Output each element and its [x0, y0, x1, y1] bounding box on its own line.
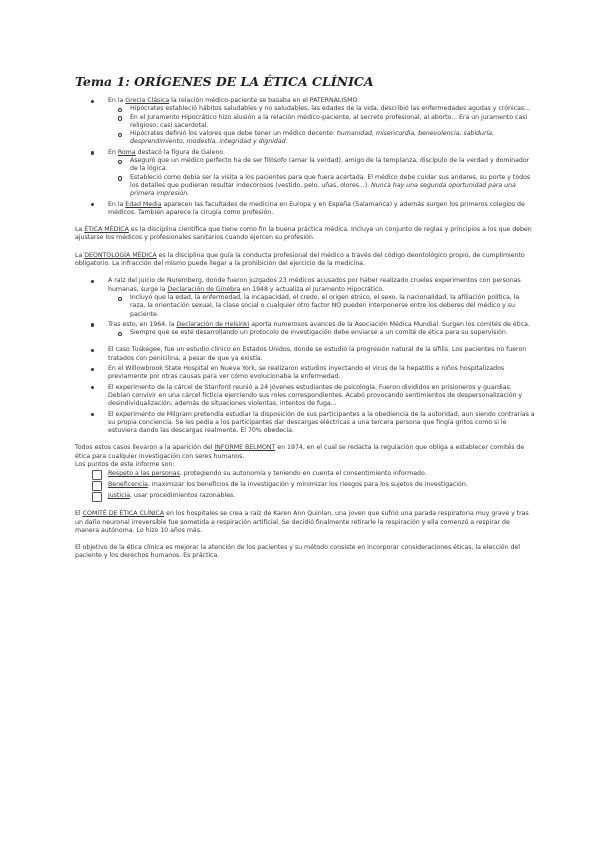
principle-beneficencia: Beneficencia, maximizar los beneficios de la investigación y minimizar los riesgos para los sujetos de investigación. — [92, 481, 535, 491]
declarations-list — [75, 277, 535, 337]
checkbox[interactable] — [92, 481, 102, 491]
list-item-middle-ages: En la Edad Media aparecen las facultades de medicina en Europa y en España (Salamanca) y además surgen los primeros colegios de médicos. También aparece la cirugía como profesión. — [75, 201, 535, 218]
values-italic: humanidad, misericordia, benevolencia, sabiduría, desprendimiento, modestia, integridad y dignidad — [130, 130, 494, 146]
sub-item: Siempre que se esté desarrollando un protocolo de investigación debe enviarse a un comité de ética para su supervisión. — [108, 329, 535, 337]
term-etica-medica: ÉTICA MÉDICA — [84, 226, 129, 234]
term-informe-belmont: INFORME BELMONT — [214, 444, 276, 452]
list-item-greece: En la Grecia Clásica la relación médico-paciente se basaba en el PATERNALISMO. Hipócrates estableció hábitos saludables y no saludables, las edades de la vida, describió las enfermedades agudas y crónicas... En el Juramento Hipocrático hizo alusión a la relación médico-paciente, al secreto profesional, al aborto... Era un juramento casi religioso, casi sacerdotal. Hipócrates definió los valores que debe tener un médico decente: humanidad, misericordia, benevolencia, sabiduría, desprendimiento, modestia, integridad y dignidad. — [75, 97, 535, 147]
sub-item: Aseguró que un médico perfecto ha de ser filósofo (amar la verdad), amigo de la templanza, discípulo de la verdad y dominador de la lógica. — [108, 157, 535, 174]
checkbox[interactable] — [92, 492, 102, 502]
list-item-tuskegee: El caso Tuskegee, fue un estudio clínico en Estados Unidos, donde se estudió la progresión natural de la sífilis. Los pacientes no fueron tratados con penicilina, a pesar de que ya existía. — [75, 346, 535, 363]
sub-item: Hipócrates definió los valores que debe tener un médico decente: humanidad, misericordia, benevolencia, sabiduría, desprendimiento, modestia, integridad y dignidad. — [108, 130, 535, 147]
document-body — [75, 97, 535, 570]
paragraph-deontologia: La DEONTOLOGÍA MÉDICA es la disciplina que guía la conducta profesional del médico a través del código deontológico propio, de cumplimiento obligatorio. La infracción del mismo puede llegar a la prohibición del ejercicio de la medicina. — [75, 251, 525, 268]
principle-justicia: Justicia, usar procedimientos razonables. — [92, 492, 535, 502]
list-item-milgram: El experimento de Milgram pretendía estudiar la disposición de sus participantes a la obediencia de la autoridad, aun siendo contrarias a su propia conciencia. Se les pedía a los participantes dar descargas eléctricas a una tercera persona que fingía gritos como si le estuviera dando las descargas realmente. El 70% obedecía. — [75, 411, 535, 436]
list-item-stanford: El experimento de la cárcel de Stanford reunió a 24 jóvenes estudiantes de psicología. Fueron divididos en prisioneros y guardias. Debían convivir en una cárcel ficticia ejerciendo sus roles correspondientes. Acabó provocando sentimientos de despersonalización y desindividualización, además de situaciones violentas, intentos de fuga... — [75, 384, 535, 409]
quote-italic: Nunca hay una segunda oportunidad para una primera impresión. — [130, 181, 516, 198]
list-item-willowbrook: En el Willowbrook State Hospital en Nueva York, se realizaron estudios inyectando el virus de la hepatitis a niños hospitalizados previamente por otras causas para ver cómo evolucionaba la enfermedad. — [75, 365, 535, 382]
page-title: Tema 1: ORÍGENES DE LA ÉTICA CLÍNICA — [75, 74, 374, 89]
checkbox[interactable] — [92, 470, 102, 480]
principle-respeto: Respeto a las personas, protegiendo su autonomía y teniendo en cuenta el consentimiento informado. — [92, 470, 535, 480]
paragraph-belmont: Todos estos casos llevaron a la aparición del INFORME BELMONT en 1974, en el cual se redacta la regulación que obliga a establecer comités de ética para cualquier investigación con seres humanos. Los puntos de este informe son: — [75, 444, 525, 468]
list-item-helsinki: Tras esto, en 1964, la Declaración de Helsinki aporta numerosos avances de la Asociación Médica Mundial. Surgen los comités de ética. Siempre que se esté desarrollando un protocolo de investigación debe enviarse a un comité de ética para su supervisión. — [75, 321, 535, 338]
paragraph-comite: El COMITÉ DE ÉTICA CLÍNICA en los hospitales se crea a raíz de Karen Ann Quinlan, una joven que sufrió una parada respiratoria muy grave y tras un daño neuronal irreversible fue sometida a respiración artificial. Se decidió finalmente retirarle la respiración y ella comenzó a respirar de manera autónoma. Lo hizo 10 años más. — [75, 510, 529, 534]
paragraph-objetivo: El objetivo de la ética clínica es mejorar la atención de los pacientes y su método consiste en incorporar consideraciones éticas, la elección del paciente y los derechos humanos. Es práctica. — [75, 544, 520, 560]
list-item-rome: En Roma destacó la figura de Galeno. Aseguró que un médico perfecto ha de ser filósofo (amar la verdad), amigo de la templanza, discípulo de la verdad y dominador de la lógica. Estableció como debía ser la visita a los pacientes para que fuera acertada. El médico debe cuidar sus andares, su porte y todos los detalles que pudieran resultar indecorosos (vestido, pelo, uñas, olores...). Nunca hay una segunda oportunidad para una primera impresión. — [75, 149, 535, 199]
paragraph-etica-medica: La ÉTICA MÉDICA es la disciplina científica que tiene como fin la buena práctica médica. Incluye un conjunto de reglas y principios a los que deben ajustarse los médicos y profesionales sanitarios cuando ejercen su profesión. — [75, 226, 532, 242]
sub-item: En el Juramento Hipocrático hizo alusión a la relación médico-paciente, al secreto profesional, al aborto... Era un juramento casi religioso, casi sacerdotal. — [108, 114, 535, 131]
term-grecia-clasica: Grecia Clásica — [125, 97, 170, 104]
list-item-nuremberg: A raíz del juicio de Nuremberg, donde fueron juzgados 23 médicos acusados por haber realizado crueles experimentos con personas humanas, surge la Declaración de Ginebra en 1948 y actualiza el Juramento Hipocrático. Incluyó que la edad, la enfermedad, la incapacidad, el credo, el origen étnico, el sexo, la nacionalidad, la afiliación política, la raza, la orientación sexual, la clase social o cualquier otro factor NO pueden interponerse entre los deberes del médico y su paciente. — [75, 277, 535, 318]
rome-sublist — [108, 157, 535, 198]
points-intro: Los puntos de este informe son: — [75, 460, 175, 468]
sub-item: Incluyó que la edad, la enfermedad, la incapacidad, el credo, el origen étnico, el sexo, la nacionalidad, la afiliación política, la raza, la orientación sexual, la clase social o cualquier otro factor NO pueden interponerse entre los deberes del médico y su paciente. — [108, 294, 535, 319]
term-roma: Roma — [117, 148, 136, 156]
belmont-principles — [92, 470, 535, 502]
term-comite-etica: COMITÉ DE ÉTICA CLÍNICA — [82, 510, 165, 518]
term-declaracion-ginebra: Declaración de Ginebra — [167, 285, 241, 293]
sub-item: Estableció como debía ser la visita a los pacientes para que fuera acertada. El médico debe cuidar sus andares, su porte y todos los detalles que pudieran resultar indecorosos (vestido, pelo, uñas, olores...). Nunca hay una segunda oportunidad para una primera impresión. — [108, 174, 535, 199]
term-declaracion-helsinki: Declaración de Helsinki — [176, 320, 250, 328]
history-list — [75, 97, 535, 217]
greece-sublist — [108, 105, 535, 146]
term-edad-media: Edad Media — [125, 200, 162, 208]
term-deontologia: DEONTOLOGÍA MÉDICA — [84, 251, 157, 259]
sub-item: Hipócrates estableció hábitos saludables y no saludables, las edades de la vida, describió las enfermedades agudas y crónicas... — [108, 105, 535, 113]
cases-list — [75, 346, 535, 435]
